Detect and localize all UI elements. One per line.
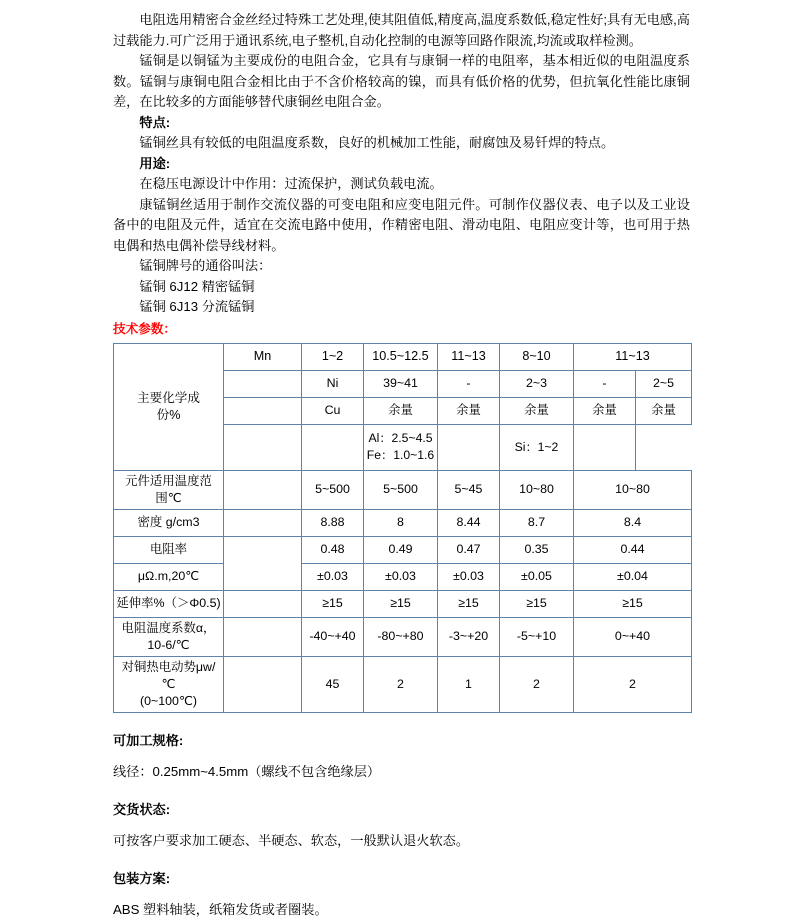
header-cell-1: 1~2: [302, 343, 364, 370]
intro-paragraph-1: 电阻选用精密合金丝经过特殊工艺处理,使其阻值低,精度高,温度系数低,稳定性好;具有无电感,高过载能力.可广泛用于通讯系统,电子整机,自动化控制的电源等回路作限流,均流或取样检测。: [113, 12, 690, 48]
section-body-packaging: ABS 塑料轴装，纸箱发货或者圈装。: [113, 901, 328, 917]
ni-value-2: -: [438, 370, 500, 397]
temp-range-value-2: 5~500: [364, 470, 438, 509]
spacer-3: [113, 782, 690, 800]
ni-value-4: -: [574, 370, 636, 397]
tcr-value-3: -3~+20: [438, 617, 500, 656]
ni-value-3: 2~3: [500, 370, 574, 397]
ni-element-label: Ni: [302, 370, 364, 397]
density-blank: [224, 509, 302, 536]
tcr-value-5: 0~+40: [574, 617, 692, 656]
section-body-machinable-specs: 线径：0.25mm~4.5mm（螺线不包含绝缘层）: [113, 763, 381, 779]
cu-value-2: 余量: [438, 397, 500, 424]
features-heading: 特点:: [139, 114, 171, 130]
spacer-5: [113, 851, 690, 869]
cu-value-3: 余量: [500, 397, 574, 424]
cu-value-1: 余量: [364, 397, 438, 424]
header-cell-4: 8~10: [500, 343, 574, 370]
cu-element-label: Cu: [302, 397, 364, 424]
thermal-emf-label-line1: 对铜热电动势μw/℃: [121, 659, 216, 691]
row-label-resistivity-tolerance: μΩ.m,20℃: [114, 563, 224, 590]
table-header-row: [114, 343, 692, 370]
table-row-thermal-emf: [114, 656, 692, 712]
tolerance-value-5: ±0.04: [574, 563, 692, 590]
density-value-1: 8.88: [302, 509, 364, 536]
uses-body-2: 康锰铜丝适用于制作交流仪器的可变电阻和应变电阻元件。可制作仪器仪表、电子以及工业设备中的电阻及元件，适宜在交流电路中使用，作精密电阻、滑动电阻、电阻应变计等，也可用于热电偶和热电偶补偿导线材料。: [113, 196, 690, 253]
temp-range-value-5: 10~80: [574, 470, 692, 509]
section-heading-machinable-specs: 可加工规格:: [113, 732, 184, 748]
tcr-value-2: -80~+80: [364, 617, 438, 656]
spacer-6: [113, 889, 690, 900]
trace-blank-2: [302, 424, 364, 470]
trace-blank-3: [438, 424, 500, 470]
elongation-value-5: ≥15: [574, 590, 692, 617]
elongation-value-2: ≥15: [364, 590, 438, 617]
uses-body-1: 在稳压电源设计中作用：过流保护，测试负载电流。: [139, 176, 443, 191]
density-value-4: 8.7: [500, 509, 574, 536]
temp-range-blank: [224, 470, 302, 509]
resistivity-value-2: 0.49: [364, 536, 438, 563]
table-row-density: [114, 509, 692, 536]
section-heading-delivery-state: 交货状态:: [113, 801, 171, 817]
table-row-elongation: [114, 590, 692, 617]
trace-al-value: Al：2.5~4.5: [368, 431, 433, 445]
tech-params-label: 技术参数：: [113, 321, 176, 336]
trace-blank-4: [574, 424, 636, 470]
header-cell-3: 11~13: [438, 343, 500, 370]
tolerance-value-4: ±0.05: [500, 563, 574, 590]
density-value-3: 8.44: [438, 509, 500, 536]
tcr-blank: [224, 617, 302, 656]
row-label-tcr: 电阻温度系数α，10-6/℃: [114, 617, 224, 656]
table-row-resistivity-tolerance: [114, 563, 692, 590]
trace-fe-value: Fe：1.0~1.6: [366, 448, 435, 462]
grade-item-6j13: 锰铜 6J13 分流锰铜: [139, 299, 255, 314]
spacer-2: [113, 751, 690, 762]
technical-spec-table: [113, 343, 692, 713]
thermal-emf-label-line2: (0~100℃): [140, 693, 197, 708]
intro-paragraph-2: 锰铜是以铜锰为主要成份的电阻合金，它具有与康铜一样的电阻率，基本相近似的电阻温度系数。锰铜与康铜电阻合金相比由于不含价格较高的镍，而具有低价格的优势，但抗氧化性能比康铜差，在比较多的方面能够替代康铜丝电阻合金。: [113, 53, 690, 109]
table-row-tcr: [114, 617, 692, 656]
tolerance-value-3: ±0.03: [438, 563, 500, 590]
temp-range-value-1: 5~500: [302, 470, 364, 509]
trace-si-cell: Si：1~2: [500, 424, 574, 470]
spacer-1: [113, 713, 690, 731]
density-value-5: 8.4: [574, 509, 692, 536]
uses-heading: 用途:: [139, 155, 171, 171]
resistivity-blank: [224, 536, 302, 590]
tcr-value-1: -40~+40: [302, 617, 364, 656]
trace-al-fe-cell: [364, 424, 438, 470]
row-label-density: 密度 g/cm3: [114, 509, 224, 536]
header-cell-mn: Mn: [224, 343, 302, 370]
cu-blank-cell: [224, 397, 302, 424]
row-label-temp-range: 元件适用温度范围℃: [114, 470, 224, 509]
tolerance-value-1: ±0.03: [302, 563, 364, 590]
ni-value-5: 2~5: [636, 370, 692, 397]
thermal-emf-value-5: 2: [574, 656, 692, 712]
composition-label-line2: 份%: [156, 407, 181, 422]
grade-item-6j12: 锰铜 6J12 精密锰铜: [139, 278, 255, 294]
table-row-temp-range: [114, 470, 692, 509]
header-cell-5: 11~13: [574, 343, 692, 370]
resistivity-value-5: 0.44: [574, 536, 692, 563]
header-cell-2: 10.5~12.5: [364, 343, 438, 370]
composition-label-line1: 主要化学成: [137, 390, 200, 405]
resistivity-value-3: 0.47: [438, 536, 500, 563]
temp-range-value-4: 10~80: [500, 470, 574, 509]
row-label-elongation: 延伸率%（＞Φ0.5): [114, 590, 224, 617]
thermal-emf-value-2: 2: [364, 656, 438, 712]
composition-label-cell: [114, 343, 224, 470]
row-label-thermal-emf: [114, 656, 224, 712]
section-heading-packaging: 包装方案:: [113, 870, 171, 886]
tolerance-value-2: ±0.03: [364, 563, 438, 590]
table-row-resistivity: [114, 536, 692, 563]
elongation-value-1: ≥15: [302, 590, 364, 617]
thermal-emf-value-1: 45: [302, 656, 364, 712]
ni-value-1: 39~41: [364, 370, 438, 397]
features-body: 锰铜丝具有较低的电阻温度系数，良好的机械加工性能，耐腐蚀及易钎焊的特点。: [139, 135, 615, 150]
elongation-value-3: ≥15: [438, 590, 500, 617]
spacer-4: [113, 820, 690, 831]
ni-blank-cell: [224, 370, 302, 397]
tcr-value-4: -5~+10: [500, 617, 574, 656]
thermal-emf-value-3: 1: [438, 656, 500, 712]
thermal-emf-value-4: 2: [500, 656, 574, 712]
elongation-value-4: ≥15: [500, 590, 574, 617]
cu-value-5: 余量: [636, 397, 692, 424]
row-label-resistivity: 电阻率: [114, 536, 224, 563]
temp-range-value-3: 5~45: [438, 470, 500, 509]
section-body-delivery-state: 可按客户要求加工硬态、半硬态、软态，一般默认退火软态。: [113, 832, 470, 848]
density-value-2: 8: [364, 509, 438, 536]
thermal-emf-blank: [224, 656, 302, 712]
elongation-blank: [224, 590, 302, 617]
resistivity-value-1: 0.48: [302, 536, 364, 563]
trace-blank-1: [224, 424, 302, 470]
grades-heading: 锰铜牌号的通俗叫法：: [139, 258, 272, 273]
cu-value-4: 余量: [574, 397, 636, 424]
resistivity-value-4: 0.35: [500, 536, 574, 563]
